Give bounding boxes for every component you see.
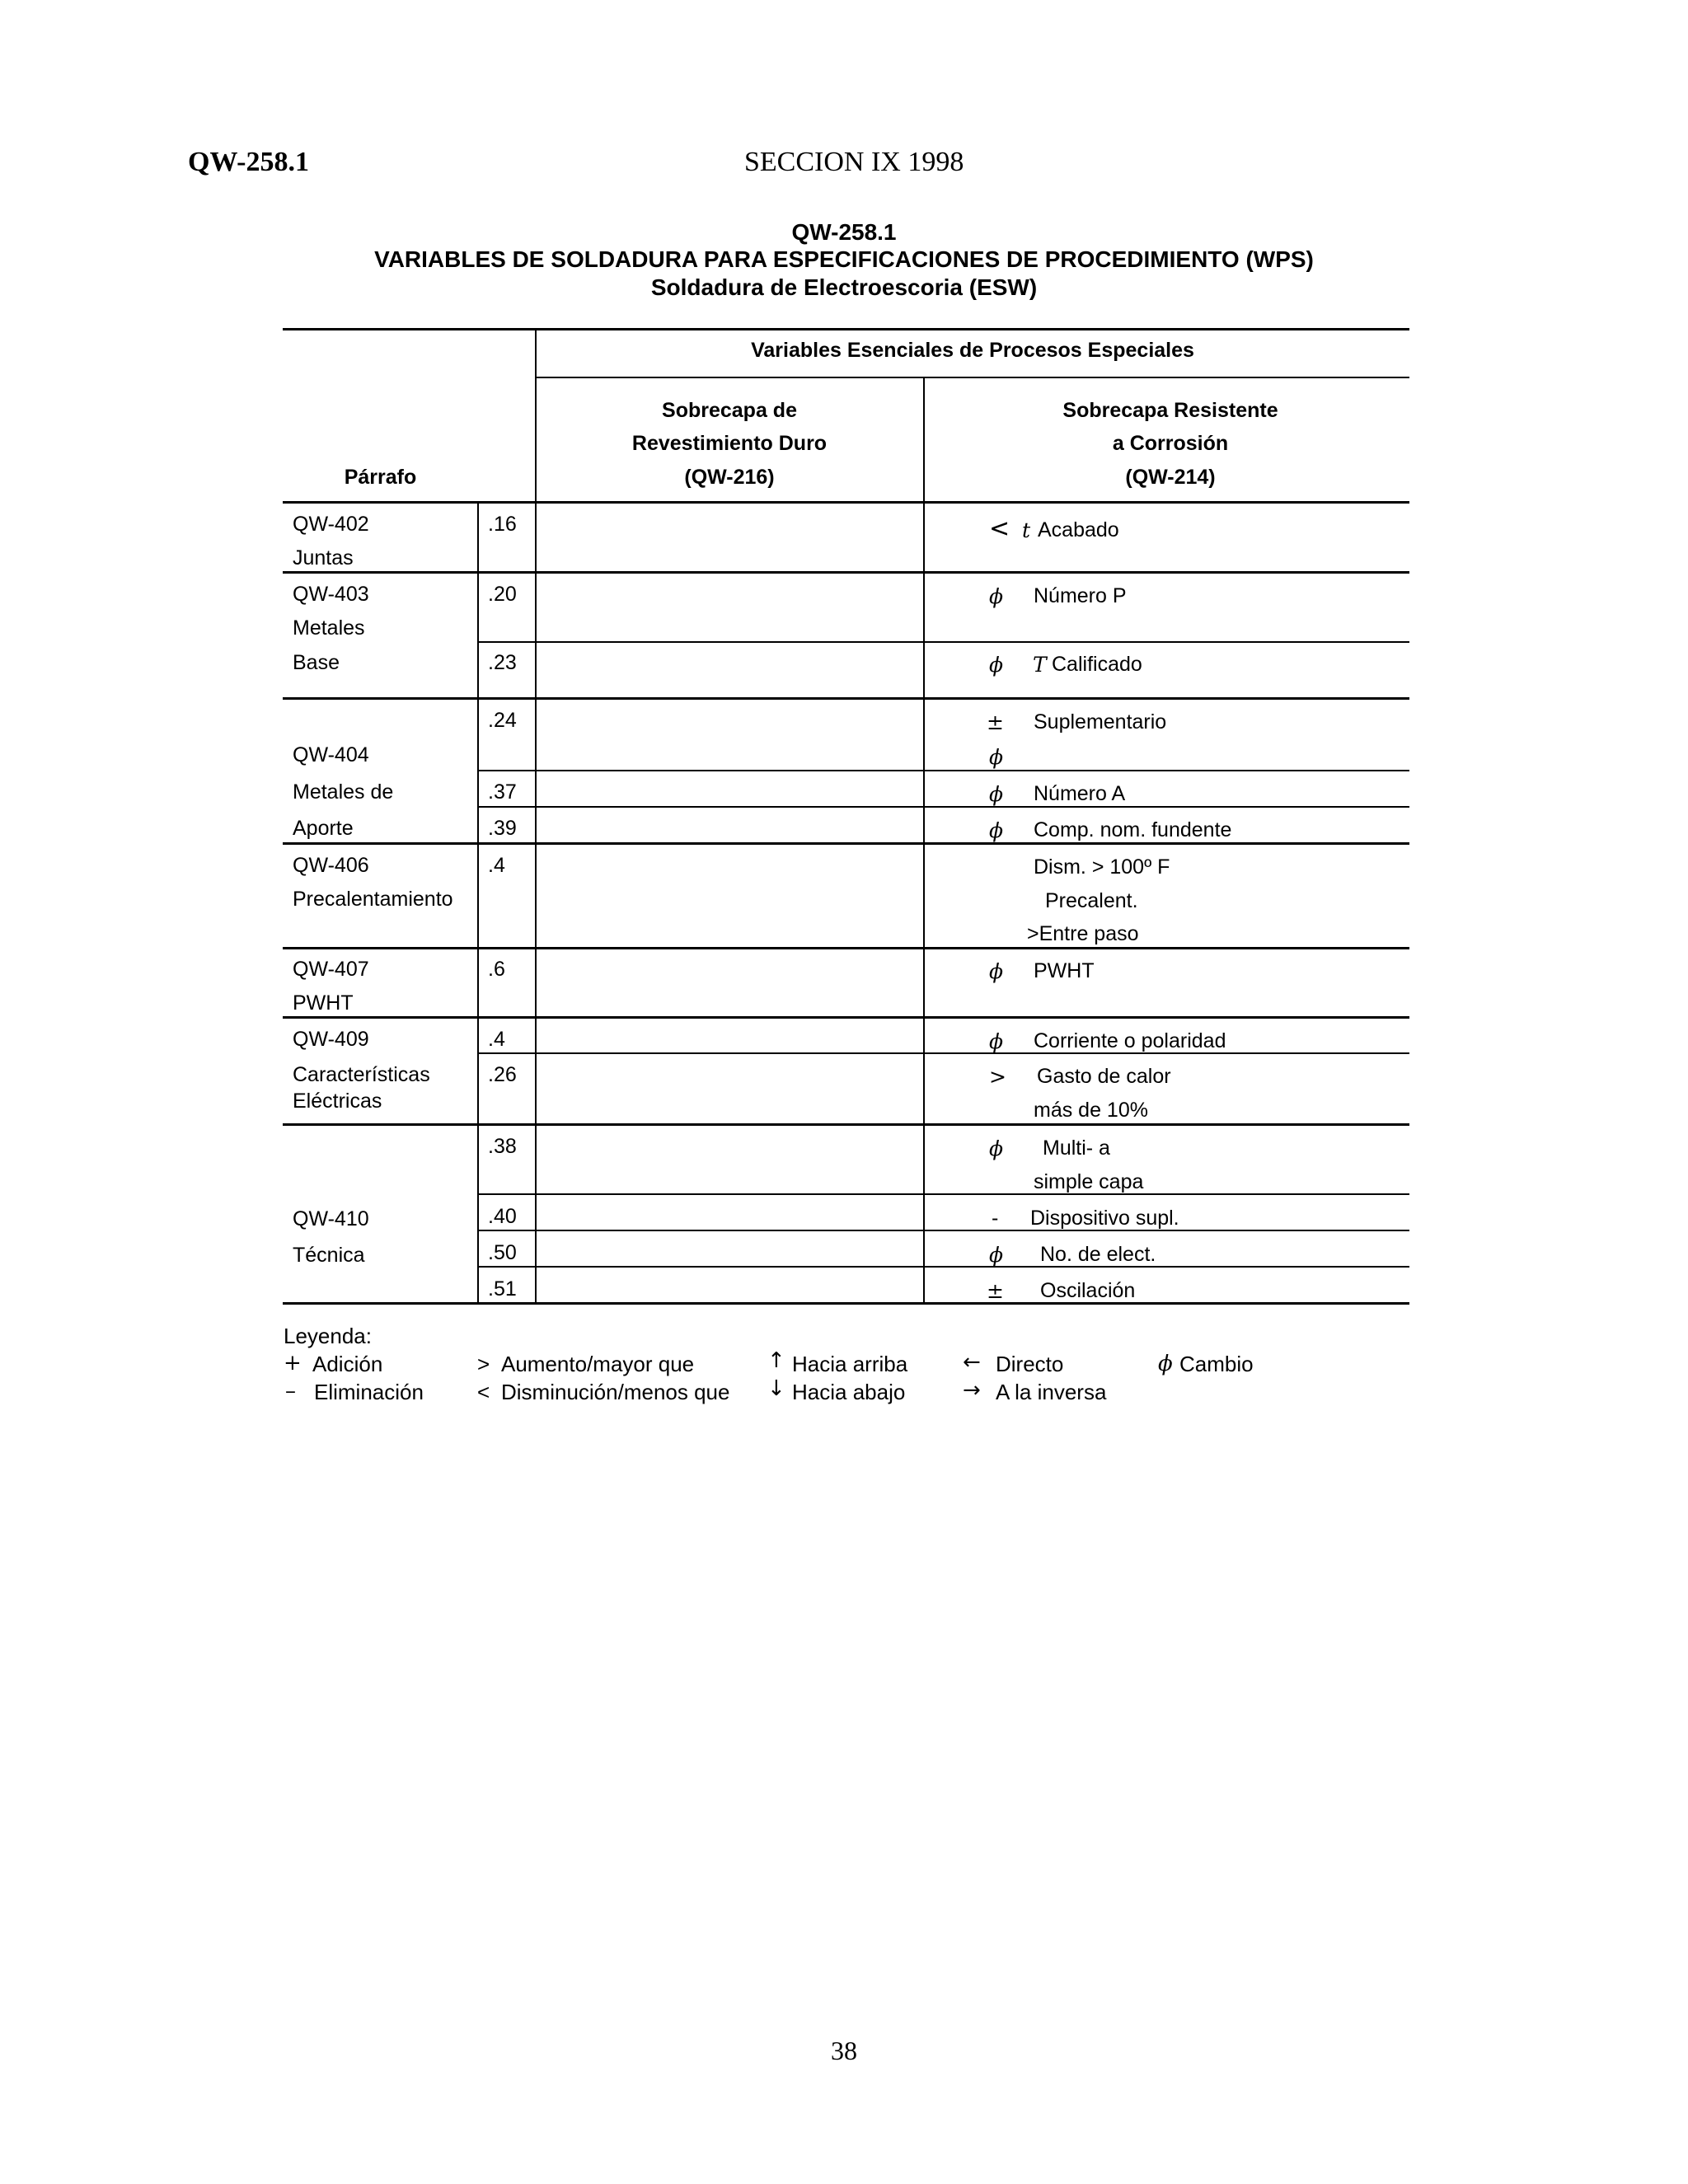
group-code: QW-406 — [293, 854, 369, 877]
paragraph-number: .6 — [488, 958, 505, 981]
paragraph-number: .37 — [488, 780, 517, 804]
paragraph-number: .40 — [488, 1205, 517, 1228]
col-rule — [477, 501, 479, 1304]
group-name: Características — [293, 1063, 430, 1086]
legend-direct: Directo — [996, 1352, 1064, 1376]
variable-text: >Entre paso — [1027, 922, 1139, 945]
rule — [478, 1230, 1409, 1231]
variable-text: Calificado — [1052, 653, 1142, 676]
variable-text: PWHT — [1034, 959, 1095, 982]
group-name: Juntas — [293, 546, 354, 569]
change-symbol: ϕ — [989, 782, 1004, 806]
col-header-corrosion: Sobrecapa Resistente — [1062, 399, 1278, 422]
legend-inverse: A la inversa — [996, 1380, 1107, 1404]
paragraph-number: .39 — [488, 817, 517, 840]
legend-change: Cambio — [1179, 1352, 1254, 1376]
paragraph-number: .4 — [488, 854, 505, 877]
group-code: QW-409 — [293, 1028, 369, 1051]
temperature-symbol: T — [1033, 653, 1047, 677]
legend-add: Adición — [312, 1352, 383, 1376]
variable-text: No. de elect. — [1040, 1243, 1156, 1266]
plus-minus-symbol: ± — [987, 1279, 1004, 1303]
plus-icon: + — [284, 1351, 302, 1376]
less-than-symbol: < — [989, 514, 1010, 543]
legend-up: Hacia arriba — [792, 1352, 908, 1376]
paragraph-number: .20 — [488, 583, 517, 606]
change-symbol: ϕ — [989, 1137, 1004, 1160]
col-header-corrosion: (QW-214) — [1125, 466, 1216, 489]
plus-minus-symbol: ± — [987, 710, 1004, 734]
col-header-paragraph: Párrafo — [344, 466, 417, 489]
legend-title: Leyenda: — [284, 1324, 372, 1348]
group-header: Variables Esenciales de Procesos Especiales — [751, 339, 1194, 362]
variable-text: Dispositivo supl. — [1030, 1207, 1179, 1230]
rule — [283, 571, 1409, 574]
change-symbol: ϕ — [989, 745, 1004, 769]
group-name: Técnica — [293, 1244, 365, 1267]
rule — [478, 641, 1409, 643]
rule — [283, 697, 1409, 700]
paragraph-number: .16 — [488, 513, 517, 536]
group-name: Eléctricas — [293, 1090, 382, 1113]
minus-icon: – — [285, 1379, 296, 1404]
col-header-hardfacing: Revestimiento Duro — [631, 432, 828, 455]
rule — [283, 1123, 1409, 1126]
variable-text: Corriente o polaridad — [1034, 1029, 1226, 1052]
rule — [478, 806, 1409, 808]
variable-text: Precalent. — [1045, 889, 1138, 912]
table-code: QW-258.1 — [791, 219, 897, 245]
rule — [478, 1193, 1409, 1195]
rule-top — [283, 328, 1409, 330]
rule — [283, 947, 1409, 949]
variable-text: Comp. nom. fundente — [1034, 818, 1232, 841]
legend-decrease: Disminución/menos que — [501, 1380, 730, 1404]
table-subtitle: Soldadura de Electroescoria (ESW) — [650, 274, 1038, 300]
change-symbol: ϕ — [989, 653, 1004, 677]
arrow-down-icon: ↓ — [767, 1376, 785, 1401]
paragraph-number: .50 — [488, 1241, 517, 1264]
group-code: QW-407 — [293, 958, 369, 981]
variable-text: Gasto de calor — [1037, 1065, 1171, 1088]
variable-text: Dism. > 100º F — [1034, 855, 1170, 879]
paragraph-number: .24 — [488, 709, 517, 732]
page-number: 38 — [831, 2036, 857, 2065]
arrow-left-icon: ← — [963, 1350, 981, 1375]
variable-text: Suplementario — [1034, 710, 1167, 733]
section-title: SECCION IX 1998 — [744, 147, 964, 177]
rule-header — [283, 501, 1409, 504]
paragraph-number: .51 — [488, 1277, 517, 1301]
change-icon: ϕ — [1158, 1352, 1173, 1376]
paragraph-number: .23 — [488, 651, 517, 674]
rule-bottom — [283, 1302, 1409, 1305]
change-symbol: ϕ — [989, 818, 1004, 842]
rule — [283, 842, 1409, 845]
group-name: Precalentamiento — [293, 888, 453, 911]
col-header-corrosion: a Corrosión — [1112, 432, 1229, 455]
group-code: QW-402 — [293, 513, 369, 536]
group-name: PWHT — [293, 991, 354, 1015]
rule — [478, 1052, 1409, 1054]
less-than-icon: < — [477, 1380, 490, 1404]
col-header-hardfacing: (QW-216) — [684, 466, 775, 489]
variable-text: Número P — [1034, 584, 1127, 607]
rule — [478, 770, 1409, 771]
paragraph-number: .4 — [488, 1028, 505, 1051]
greater-than-icon: > — [477, 1352, 490, 1376]
group-code: QW-403 — [293, 583, 369, 606]
arrow-up-icon: ↑ — [767, 1348, 785, 1373]
table-title: VARIABLES DE SOLDADURA PARA ESPECIFICACIONES DE PROCEDIMIENTO (WPS) — [374, 246, 1314, 272]
section-id: QW-258.1 — [188, 147, 310, 177]
rule-group — [536, 377, 1409, 378]
group-name: Base — [293, 651, 340, 674]
legend-increase: Aumento/mayor que — [501, 1352, 695, 1376]
rule — [478, 1266, 1409, 1268]
variable-text: Oscilación — [1040, 1279, 1136, 1302]
group-name: Aporte — [293, 817, 354, 840]
col-header-hardfacing: Sobrecapa de — [662, 399, 797, 422]
legend-down: Hacia abajo — [792, 1380, 906, 1404]
group-code: QW-410 — [293, 1207, 369, 1230]
change-symbol: ϕ — [989, 1243, 1004, 1267]
greater-than-symbol: > — [989, 1065, 1006, 1089]
variable-text: más de 10% — [1034, 1099, 1148, 1122]
variable-text: Acabado — [1038, 518, 1119, 541]
paragraph-number: .38 — [488, 1135, 517, 1158]
col-rule — [923, 377, 925, 1304]
change-symbol: ϕ — [989, 1029, 1004, 1053]
arrow-right-icon: → — [963, 1378, 981, 1403]
thickness-symbol: t — [1022, 518, 1031, 542]
variable-text: Número A — [1034, 782, 1126, 805]
group-code: QW-404 — [293, 743, 369, 766]
rule — [283, 1016, 1409, 1019]
legend-delete: Eliminación — [314, 1380, 424, 1404]
change-symbol: ϕ — [989, 584, 1004, 608]
change-symbol: ϕ — [989, 959, 1004, 983]
group-name: Metales de — [293, 780, 394, 804]
variable-text: Multi- a — [1043, 1137, 1110, 1160]
variable-text: simple capa — [1034, 1170, 1144, 1193]
paragraph-number: .26 — [488, 1063, 517, 1086]
group-name: Metales — [293, 616, 365, 640]
minus-symbol: - — [992, 1207, 999, 1230]
